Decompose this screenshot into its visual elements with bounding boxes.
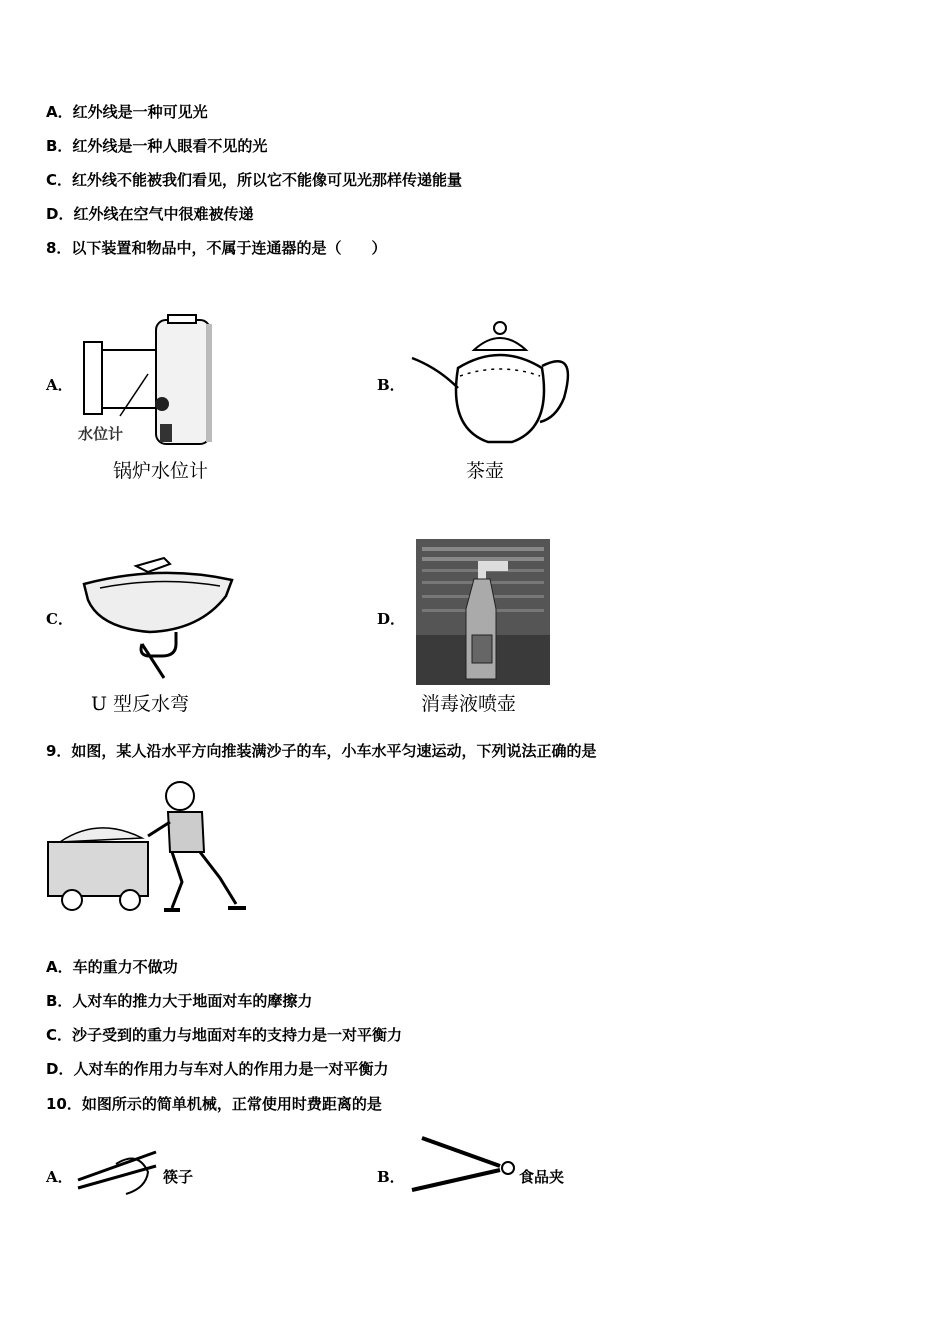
disinfectant-sprayer-image (416, 539, 550, 685)
q8-option-b-letter: B． (377, 376, 405, 394)
q7-option-a: A．红外线是一种可见光 (46, 103, 208, 121)
q7-option-c: C．红外线不能被我们看见，所以它不能像可见光那样传递能量 (46, 171, 463, 189)
q8-option-a-letter: A． (46, 376, 73, 394)
q8-option-a-caption: 锅炉水位计 (113, 460, 209, 482)
q8-option-c-caption: U 型反水弯 (91, 693, 190, 715)
q9-option-d: D．人对车的作用力与车对人的作用力是一对平衡力 (46, 1060, 389, 1078)
q10-stem: 10．如图所示的简单机械，正常使用时费距离的是 (46, 1095, 382, 1113)
q7-option-d: D．红外线在空气中很难被传递 (46, 205, 254, 223)
chopsticks-image (76, 1144, 160, 1198)
boy-pushing-sand-cart-image (44, 776, 250, 916)
food-tongs-image (406, 1134, 518, 1196)
q9-option-c: C．沙子受到的重力与地面对车的支持力是一对平衡力 (46, 1026, 403, 1044)
q9-option-a: A．车的重力不做功 (46, 958, 178, 976)
q10-option-a-letter: A． (46, 1168, 73, 1186)
q10-option-b-letter: B． (377, 1168, 405, 1186)
q9-option-b: B．人对车的推力大于地面对车的摩擦力 (46, 992, 313, 1010)
q10-option-b-caption: 食品夹 (519, 1168, 565, 1186)
u-trap-sink-image (80, 548, 240, 682)
q9-stem: 9．如图，某人沿水平方向推装满沙子的车，小车水平匀速运动，下列说法正确的是 (46, 742, 597, 760)
q8-option-d-caption: 消毒液喷壶 (421, 693, 517, 715)
q10-option-a-caption: 筷子 (163, 1168, 194, 1186)
q8-option-b-caption: 茶壶 (466, 460, 505, 482)
q8-option-a-inner-label: 水位计 (78, 425, 124, 443)
q8-option-d-letter: D． (377, 610, 406, 628)
q8-stem: 8．以下装置和物品中，不属于连通器的是（ ） (46, 239, 387, 257)
q8-option-c-letter: C． (46, 610, 73, 628)
teapot-image (408, 318, 576, 450)
q7-option-b: B．红外线是一种人眼看不见的光 (46, 137, 268, 155)
